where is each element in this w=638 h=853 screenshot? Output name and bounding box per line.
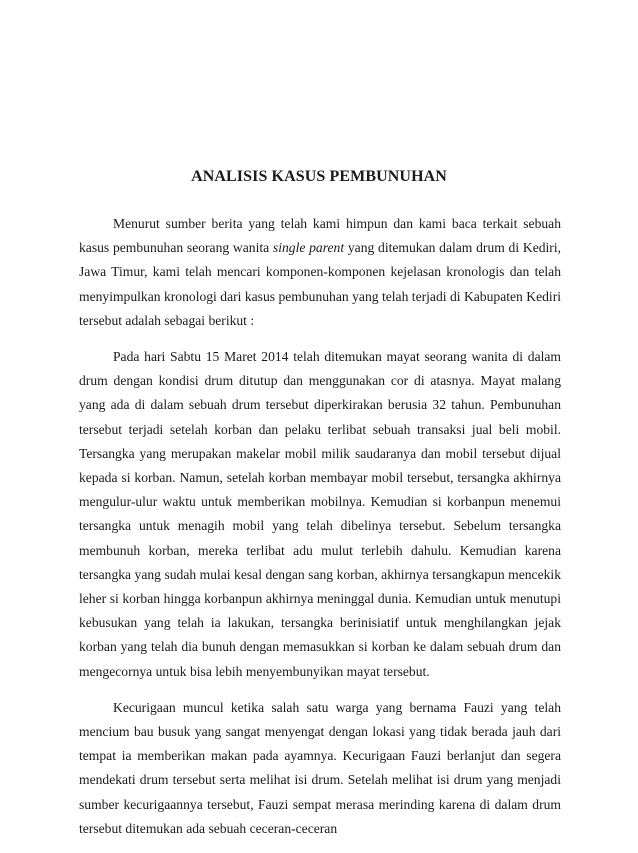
paragraph-discovery: Kecurigaan muncul ketika salah satu warga yang bernama Fauzi yang telah mencium bau busuk yang sangat menyengat dengan lokasi yang tidak berada jauh dari tempat ia memberikan makan pada ayamnya. Kecurigaan Fauzi berlanjut dan segera mendekati drum tersebut serta melihat isi drum. Setelah melihat isi drum yang menjadi sumber kecurigaannya tersebut, Fauzi sempat merasa merinding karena di dalam drum tersebut ditemukan ada sebuah ceceran-ceceran [79,699,561,836]
paragraph-intro-text-end: yang ditemukan dalam drum di Kediri, Jawa Timur, kami telah mencari komponen-komponen kejelasan kronologis dan telah menyimpulkan kronologi dari kasus pembunuhan yang telah terjadi di Kabupaten Kediri tersebut adalah sebagai berikut : [79,240,562,328]
paragraph-intro-text-start: Menurut sumber berita yang telah kami himpun dan kami baca terkait sebuah kasus pembunuhan seorang wanita [79,216,561,256]
document-title: ANALISIS KASUS PEMBUNUHAN [191,168,447,185]
paragraph-chronology: Pada hari Sabtu 15 Maret 2014 telah ditemukan mayat seorang wanita di dalam drum dengan kondisi drum ditutup dan menggunakan cor di atasnya. Mayat malang yang ada di dalam sebuah drum tersebut diperkirakan berusia 32 tahun. Pembunuhan tersebut terjadi setelah korban dan pelaku terlibat sebuah transaksi jual beli mobil. Tersangka yang merupakan makelar mobil milik saudaranya dan mobil tersebut dijual kepada si korban. Namun, setelah korban membayar mobil tersebut, tersangka akhirnya mengulur-ulur waktu untuk memberikan mobilnya. Kemudian si korbanpun menemui tersangka untuk menagih mobil yang telah dibelinya tersebut. Sebelum tersangka membunuh korban, mereka terlibat adu mulut terlebih dahulu. Kemudian karena tersangka yang sudah mulai kesal dengan sang korban, akhirnya tersangkapun mencekik leher si korban hingga korbanpun akhirnya meninggal dunia. Kemudian untuk menutupi kebusukan yang telah ia lakukan, tersangka berinisiatif untuk menghilangkan jejak korban yang telah dia bunuh dengan memasukkan si korban ke dalam sebuah drum dan mengecornya untuk bisa lebih menyembunyikan mayat tersebut. [79,349,561,679]
paragraph-intro-italic-term: single parent [272,240,345,256]
paragraph-intro [79,212,561,333]
document-body [79,212,561,853]
